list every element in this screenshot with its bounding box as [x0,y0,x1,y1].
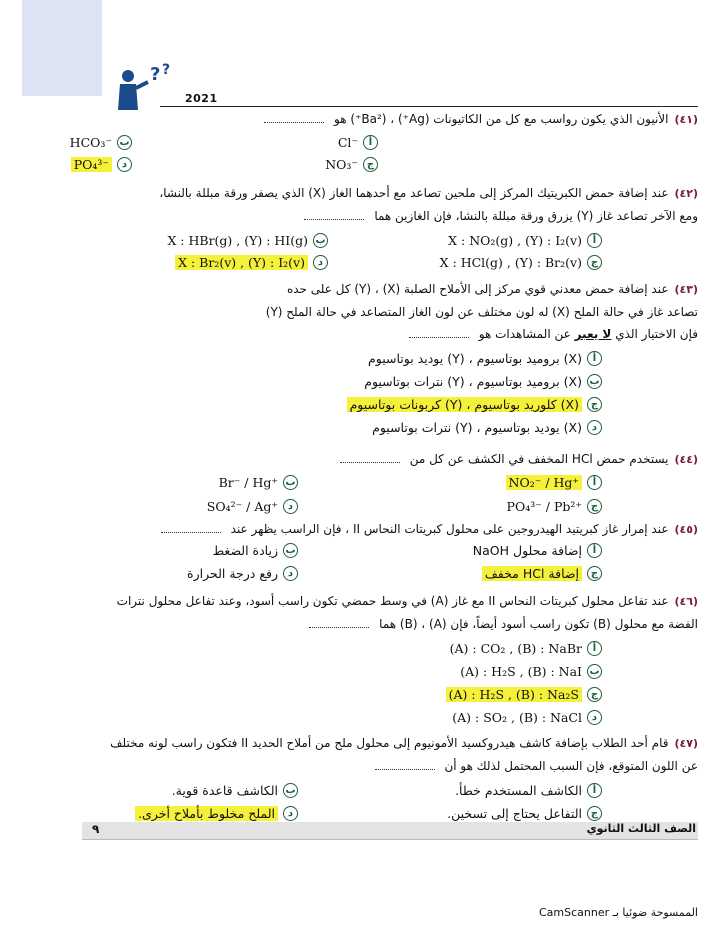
option-marker: د [587,710,602,725]
option-text: رفع درجة الحرارة [187,565,278,581]
option-marker: ب [587,664,602,679]
option-marker: أ [587,351,602,366]
option-a[interactable] [450,638,602,658]
option-text: PO₄³⁻ / Pb²⁺ [506,498,582,514]
option-text: NO₃⁻ [325,156,358,172]
question-text [22,278,698,301]
answer-blank [264,122,324,123]
question-text [22,732,698,755]
question-number: (٤٤) [674,453,698,466]
option-text: (X) كلوريد بوتاسيوم ، (Y) كربونات بوتاسيوم [347,397,582,412]
option-text: التفاعل يحتاج إلى تسخين. [447,805,582,821]
option-a[interactable] [473,540,602,560]
option-marker: أ [587,233,602,248]
option-c-correct[interactable] [347,394,602,414]
option-text: إضافة محلول NaOH [472,542,582,558]
question-stem: عند إضافة حمض الكبريتيك المركز إلى ملحين تصاعد مع أحدهما الغاز (X) الذي يصفر ورقة مبللة بالنشا، [159,186,669,200]
option-marker: د [587,420,602,435]
option-marker: د [283,806,298,821]
option-marker: ب [283,783,298,798]
question-42 [22,182,698,227]
option-marker: أ [587,543,602,558]
option-text: SO₄²⁻ / Ag⁺ [206,498,278,514]
option-text: X : NO₂(g) , (Y) : I₂(v) [448,232,582,248]
question-text [22,108,698,131]
option-c[interactable] [507,496,602,516]
question-text [22,301,698,323]
option-d[interactable] [187,563,298,583]
option-marker: ب [117,135,132,150]
question-text [22,613,698,635]
option-text: (A) : CO₂ , (B) : NaBr [449,640,582,656]
option-marker: أ [587,783,602,798]
question-stem: عند إمرار غاز كبريتيد الهيدروجين على محلول كبريتات النحاس II ، فإن الراسب يظهر عند [230,522,669,536]
option-a[interactable] [448,230,602,250]
option-a[interactable] [338,132,378,152]
option-text: (A) : H₂S , (B) : NaI [460,663,582,679]
answer-blank [409,337,469,338]
option-b[interactable] [213,540,298,560]
answer-blank [309,627,369,628]
question-text [22,182,698,205]
option-c[interactable] [440,252,602,272]
answer-blank [161,532,221,533]
option-marker: د [117,157,132,172]
question-stem: فإن الاختيار الذي [615,327,698,341]
option-marker: ب [283,475,298,490]
question-45 [22,518,698,541]
question-43 [22,278,698,345]
question-stem: عن اللون المتوقع، فإن السبب المحتمل لذلك هو أن [444,759,698,773]
question-number: (٤٧) [674,737,698,750]
option-text: X : HBr(g) , (Y) : HI(g) [167,232,308,248]
question-text [22,205,698,227]
answer-blank [304,219,364,220]
option-text: (A) : SO₂ , (B) : NaCl [452,709,582,725]
option-b[interactable] [219,472,298,492]
option-text: (X) بروميد بوتاسيوم ، (Y) يوديد بوتاسيوم [368,350,582,366]
question-47 [22,732,698,777]
option-d[interactable] [372,417,602,437]
year-label: 2021 [185,92,218,105]
negation-emphasis: لا يعبر [574,327,612,341]
option-marker: ج [587,806,602,821]
option-b[interactable] [70,132,132,152]
question-text [22,590,698,613]
header-divider [160,106,698,107]
question-46 [22,590,698,635]
question-number: (٤٢) [674,187,698,200]
question-44 [22,448,698,471]
option-d[interactable] [452,707,602,727]
option-text: X : Br₂(v) , (Y) : I₂(v) [175,255,308,270]
option-marker: ج [587,499,602,514]
grade-label: الصف الثالث الثانوي [586,822,696,835]
option-marker: د [313,255,328,270]
option-text: NO₂⁻ / Hg⁺ [506,475,582,490]
option-marker: ب [587,374,602,389]
option-marker: ج [587,255,602,270]
corner-decoration [22,0,102,96]
option-c[interactable] [447,803,602,823]
question-text [22,755,698,777]
option-text: زيادة الضغط [212,542,278,558]
option-b[interactable] [460,661,602,681]
option-d-correct[interactable] [175,252,328,272]
option-b[interactable] [172,780,298,800]
question-stem: عن المشاهدات هو [478,327,571,341]
question-stem: ومع الآخر تصاعد غاز (Y) يزرق ورقة مبللة بالنشا، فإن الغازين هما [374,209,698,223]
option-d-correct[interactable] [135,803,298,823]
question-stem: تصاعد غاز في حالة الملح (X) له لون مختلف عن لون الغاز المتصاعد في حالة الملح (Y) [265,305,698,319]
svg-text:?: ? [162,62,171,78]
option-b[interactable] [167,230,328,250]
option-marker: د [283,499,298,514]
option-text: الملح مخلوط بأملاح أخرى. [135,806,278,821]
question-stem: الفضة مع محلول (B) تكون راسب أسود أيضاً، فإن (A) ، (B) هما [379,617,698,631]
option-marker: أ [587,641,602,656]
option-a[interactable] [455,780,602,800]
question-stem: قام أحد الطلاب بإضافة كاشف هيدروكسيد الأمونيوم إلى محلول ملح من أملاح الحديد II فتكون راسب لونه مختلف [110,736,669,750]
question-text [22,518,698,541]
option-marker: ب [283,543,298,558]
option-a[interactable] [368,348,602,368]
option-marker: ج [363,157,378,172]
question-41 [22,108,698,131]
option-c-correct[interactable] [482,563,602,583]
question-stem: الأنيون الذي يكون رواسب مع كل من الكاتيونات (Ag⁺) ، (Ba²⁺) هو [334,112,669,126]
svg-text:?: ? [150,64,161,85]
option-text: (A) : H₂S , (B) : Na₂S [446,687,582,702]
question-number: (٤٣) [674,283,698,296]
option-marker: ج [587,397,602,412]
option-c-correct[interactable] [446,684,602,704]
questions-area [22,108,698,828]
option-marker: د [283,566,298,581]
option-marker: أ [587,475,602,490]
option-marker: أ [363,135,378,150]
option-c[interactable] [325,154,378,174]
page-number: ٩ [92,822,100,836]
question-number: (٤٥) [674,523,698,536]
question-number: (٤١) [674,113,698,126]
question-stem: عند إضافة حمض معدني قوي مركز إلى الأملاح الصلبة (X) ، (Y) كل على حده [286,282,669,296]
option-b[interactable] [364,371,602,391]
option-marker: ج [587,687,602,702]
question-text [22,323,698,345]
option-text: (X) يوديد بوتاسيوم ، (Y) نترات بوتاسيوم [372,419,582,435]
option-text: HCO₃⁻ [69,134,112,150]
option-a-correct[interactable] [506,472,602,492]
option-marker: ج [587,566,602,581]
question-number: (٤٦) [674,595,698,608]
option-text: X : HCl(g) , (Y) : Br₂(v) [439,254,582,270]
option-text: إضافة HCl مخفف [482,566,582,581]
scanner-watermark: الممسوحة ضوئيا بـ CamScanner [538,906,698,919]
option-text: (X) بروميد بوتاسيوم ، (Y) نترات بوتاسيوم [364,373,582,389]
answer-blank [340,462,400,463]
answer-blank [375,769,435,770]
question-text [22,448,698,471]
option-text: PO₄³⁻ [71,157,112,172]
option-text: Cl⁻ [337,134,358,150]
option-d[interactable] [207,496,298,516]
option-marker: ب [313,233,328,248]
question-stem: عند تفاعل محلول كبريتات النحاس II مع غاز (A) في وسط حمضي تكون راسب أسود، وعند تفاعل محلول نترات [116,594,669,608]
option-d-correct[interactable] [71,154,132,174]
thinking-person-icon [112,62,182,112]
option-text: الكاشف المستخدم خطأ. [455,782,582,798]
question-stem: يستخدم حمض HCl المخفف في الكشف عن كل من [409,452,669,466]
option-text: الكاشف قاعدة قوية. [171,782,278,798]
option-text: Br⁻ / Hg⁺ [218,474,278,490]
